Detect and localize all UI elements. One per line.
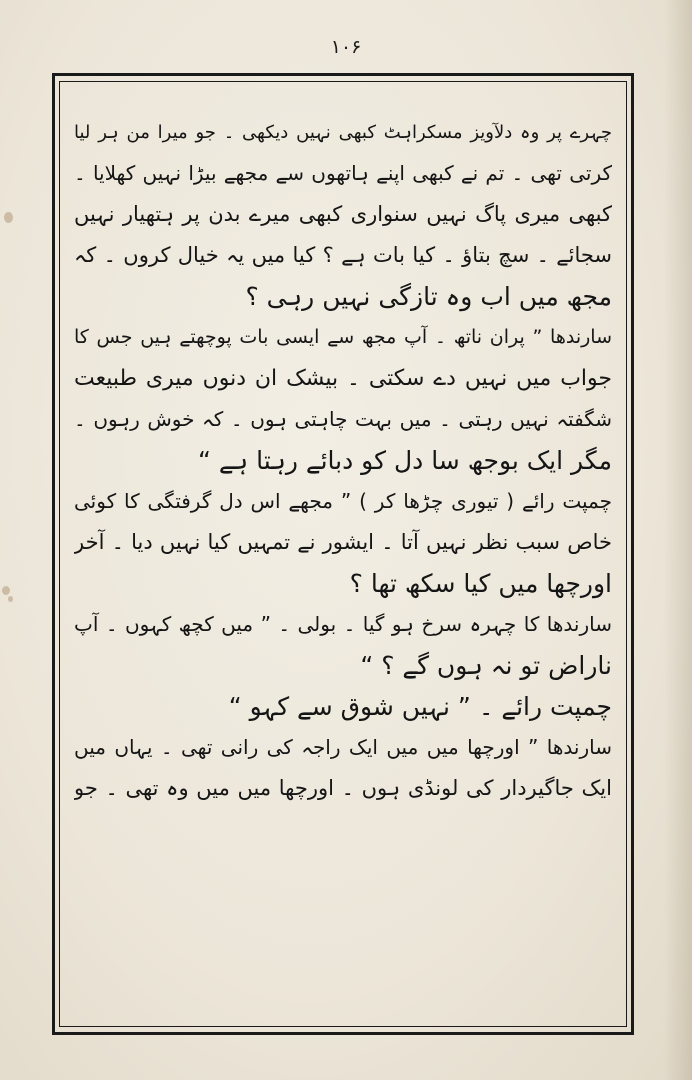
- text-line: ایک جاگیردار کی لونڈی ہوں ۔ اورچھا میں میں وہ تھی ۔ جو: [74, 776, 612, 800]
- page-number: ۱۰۶: [330, 36, 362, 58]
- text-line: کرتی تھی ۔ تم نے کبھی اپنے ہاتھوں سے مجھے بیڑا نہیں کھلایا ۔: [74, 161, 612, 185]
- text-line: مجھ میں اب وہ تازگی نہیں رہی ؟: [245, 282, 612, 311]
- text-line: سارندھا ” اورچھا میں میں ایک راجہ کی رانی تھی ۔ یہاں میں: [74, 735, 612, 759]
- text-line: اورچھا میں کیا سکھ تھا ؟: [349, 569, 612, 598]
- text-line: سجائے ۔ سچ بتاؤ ۔ کیا بات ہے ؟ کیا میں یہ خیال کروں ۔ کہ: [74, 243, 612, 267]
- paper-stain: [2, 586, 10, 595]
- page-text: [74, 112, 612, 809]
- text-line: شگفتہ نہیں رہتی ۔ میں بہت چاہتی ہوں ۔ کہ خوش رہوں ۔: [74, 407, 612, 431]
- text-line: ناراض تو نہ ہوں گے ؟ “: [360, 651, 612, 680]
- paper-stain: [4, 212, 13, 223]
- text-line: کبھی میری پاگ نہیں سنواری کبھی میرے بدن پر ہتھیار نہیں: [74, 202, 612, 226]
- text-line: سارندھا ” پران ناتھ ۔ آپ مجھ سے ایسی بات پوچھتے ہیں جس کا: [74, 326, 612, 348]
- text-line: سارندھا کا چہرہ سرخ ہو گیا ۔ بولی ۔ ” میں کچھ کہوں ۔ آپ: [74, 612, 612, 636]
- text-line: مگر ایک بوجھ سا دل کو دبائے رہتا ہے “: [197, 446, 612, 475]
- text-line: چمپت رائے ۔ ” نہیں شوق سے کہو “: [228, 692, 612, 721]
- text-line: جواب میں نہیں دے سکتی ۔ بیشک ان دنوں میری طبیعت: [74, 366, 612, 391]
- text-line: چمپت رائے ( تیوری چڑھا کر ) ” مجھے اس دل گرفتگی کا کوئی: [74, 489, 612, 513]
- text-line: چہرے پر وہ دلآویز مسکراہٹ کبھی نہیں دیکھی ۔ جو میرا من ہر لیا: [74, 122, 612, 143]
- page-edge-shadow: [664, 0, 692, 1080]
- text-line: خاص سبب نظر نہیں آتا ۔ ایشور نے تمہیں کیا نہیں دیا ۔ آخر: [74, 530, 612, 554]
- paper-stain: [8, 596, 13, 602]
